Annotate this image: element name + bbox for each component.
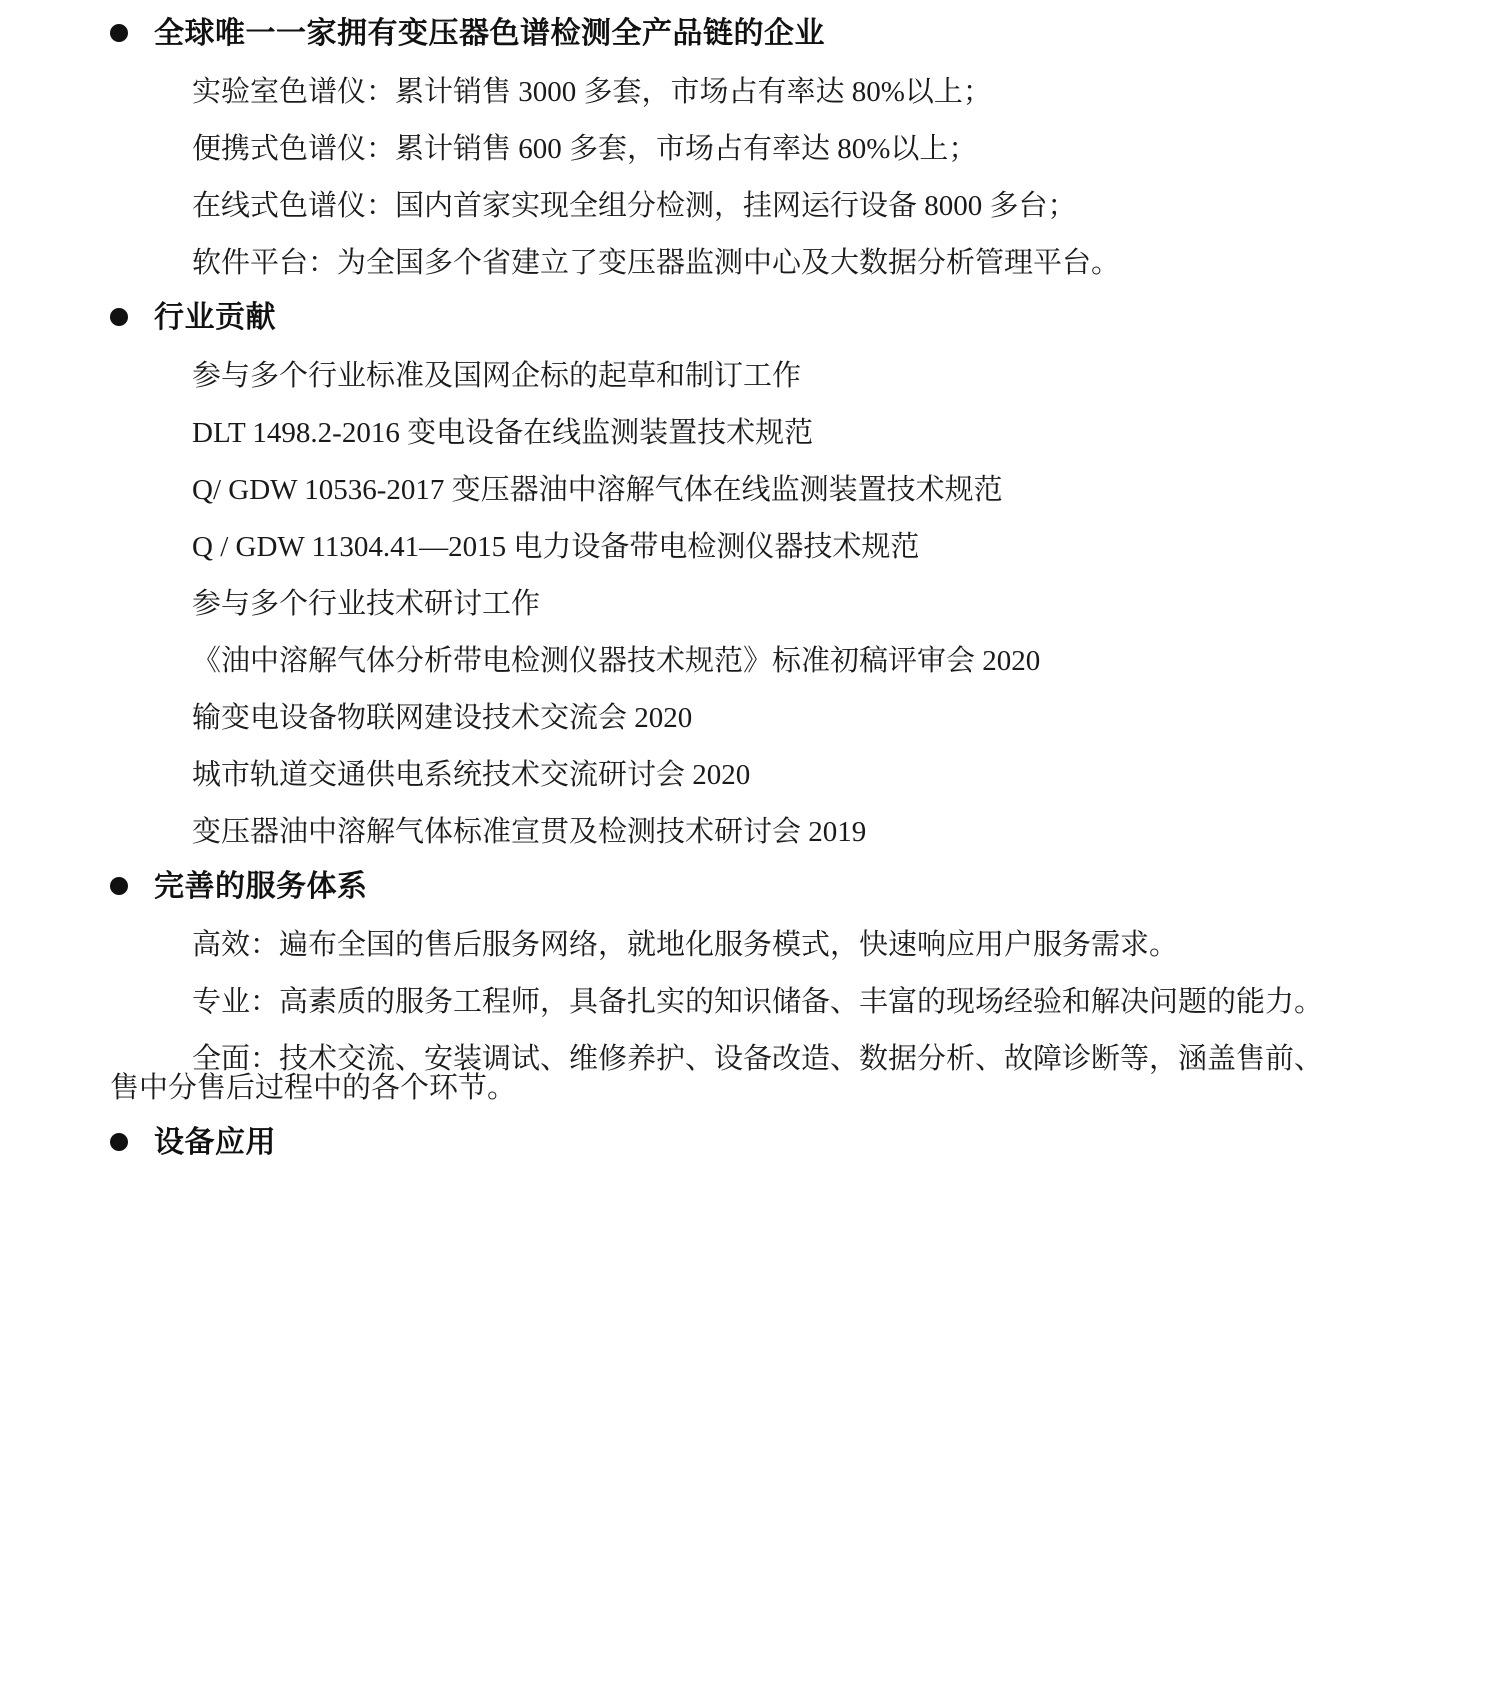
section-heading-row [110,10,1336,58]
paragraph: 软件平台：为全国多个省建立了变压器监测中心及大数据分析管理平台。 [192,247,1121,279]
section-heading-row [110,294,1336,342]
paragraph: 《油中溶解气体分析带电检测仪器技术规范》标准初稿评审会 2020 [192,645,1041,677]
bullet-dot-icon [110,308,128,326]
paragraph: 全面：技术交流、安装调试、维修养护、设备改造、数据分析、故障诊断等，涵盖售前、售中分售后过程中的各个环节。 [110,1043,1324,1104]
bullet-dot-icon [110,24,128,42]
section-industry-contribution [110,294,1336,861]
section-heading: 行业贡献 [154,301,276,334]
bullet-dot-icon [110,1133,128,1151]
paragraph: 参与多个行业标准及国网企标的起草和制订工作 [192,360,802,392]
section-heading: 设备应用 [154,1126,276,1159]
section-full-product-chain [110,10,1336,292]
paragraph: 便携式色谱仪：累计销售 600 多套，市场占有率达 80%以上； [192,133,978,165]
bullet-dot-icon [110,877,128,895]
section-equipment-application [110,1119,1336,1167]
paragraph: 输变电设备物联网建设技术交流会 2020 [192,702,693,734]
section-heading-row [110,863,1336,911]
paragraph: Q / GDW 11304.41—2015 电力设备带电检测仪器技术规范 [192,531,920,563]
section-heading-row [110,1119,1336,1167]
paragraph: 专业：高素质的服务工程师，具备扎实的知识储备、丰富的现场经验和解决问题的能力。 [192,986,1324,1018]
paragraph: 城市轨道交通供电系统技术交流研讨会 2020 [192,759,751,791]
paragraph: 变压器油中溶解气体标准宣贯及检测技术研讨会 2019 [192,816,867,848]
paragraph: 实验室色谱仪：累计销售 3000 多套，市场占有率达 80%以上； [192,76,992,108]
section-service-system [110,863,1336,1117]
section-heading: 全球唯一一家拥有变压器色谱检测全产品链的企业 [154,17,825,50]
paragraph: 在线式色谱仪：国内首家实现全组分检测，挂网运行设备 8000 多台； [192,190,1077,222]
paragraph: 高效：遍布全国的售后服务网络，就地化服务模式，快速响应用户服务需求。 [192,929,1179,961]
paragraph: 参与多个行业技术研讨工作 [192,588,541,620]
paragraph: Q/ GDW 10536-2017 变压器油中溶解气体在线监测装置技术规范 [192,474,1003,506]
paragraph: DLT 1498.2-2016 变电设备在线监测装置技术规范 [192,417,814,449]
section-heading: 完善的服务体系 [154,870,368,903]
